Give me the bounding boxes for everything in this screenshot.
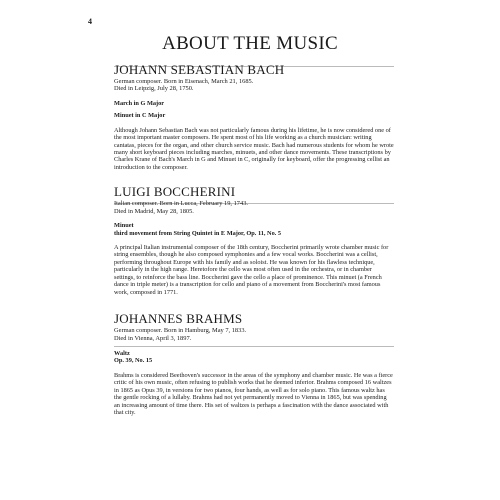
composer-description: Although Johann Sebastian Bach was not particularly famous during his lifetime, he is now considered one of the most important master composers. He spent most of his life working as a church musician: writing cantatas, pieces for the organ, and other church service music. Bach had numerous students for whom he wrote many short keyboard pieces including marches, minuets, and other dance movements. These transcriptions by Charles Krane of Bach's March in G and Minuet in C, originally for keyboard, offer the progressing cellist an introduction to the composer.	[114, 126, 394, 171]
works-list	[114, 222, 394, 237]
work-title: Waltz	[114, 349, 130, 357]
work-subtitle: third movement from String Quintet in E Major, Op. 11, No. 5	[114, 229, 282, 237]
composer-name: JOHANNES BRAHMS	[114, 311, 243, 327]
composer-birth: German composer. Born in Eisenach, March 21, 1685.	[114, 78, 254, 85]
content-column	[114, 63, 394, 428]
composer-name: JOHANN SEBASTIAN BACH	[114, 62, 285, 77]
works-list	[114, 100, 394, 120]
work-title: Minuet in C Major	[114, 112, 166, 120]
composer-section-bach	[114, 63, 394, 171]
work-title: March in G Major	[114, 99, 165, 107]
composer-birth: Italian composer. Born in Lucca, February 19, 1743.	[114, 200, 248, 208]
composer-section-boccherini	[114, 185, 394, 296]
composer-birth: German composer. Born in Hamburg, May 7, 1833.	[114, 327, 247, 335]
composer-death: Died in Madrid, May 28, 1805.	[114, 207, 194, 215]
work-title: Minuet	[114, 222, 134, 230]
composer-name: LUIGI BOCCHERINI	[114, 184, 236, 200]
composer-death: Died in Vienna, April 3, 1897.	[114, 334, 192, 342]
work-subtitle: Op. 39, No. 15	[114, 357, 153, 365]
works-list	[114, 350, 394, 365]
composer-description: A principal Italian instrumental composer of the 18th century, Boccherini primarily wrote chamber music for string ensembles, though he also composed symphonies and a few vocal works. Boccherini was a cellist, performing throughout Europe with his family and as soloist. He was known for his flawless technique, particularly in the high range. Heretofore the cello was most often used in the orchestra, or in chamber settings, to reinforce the bass line. Boccherini gave the cello a place of prominence. This minuet (a French dance in triple meter) is a transcription for cello and piano of a movement from Boccherini's most famous work, composed in 1771.	[114, 243, 389, 296]
composer-death: Died in Leipzig, July 28, 1750.	[114, 85, 194, 93]
page-number: 4	[88, 17, 92, 26]
composer-description: Brahms is considered Beethoven's successor in the areas of the symphony and chamber music. He was a fierce critic of his own music, often refusing to publish works that he deemed inferior. Brahms composed 16 waltzes in 1865 as Opus 39, in versions for two pianos, four hands, as well as for solo piano. This famous waltz has the gentle rocking of a lullaby. Brahms had not yet permanently moved to Vienna in 1865, but was spending an increasing amount of time there. His set of waltzes is perhaps a fascination with the dance associated with that city.	[114, 371, 393, 417]
composer-section-brahms	[114, 312, 394, 416]
page-title: ABOUT THE MUSIC	[162, 33, 338, 54]
